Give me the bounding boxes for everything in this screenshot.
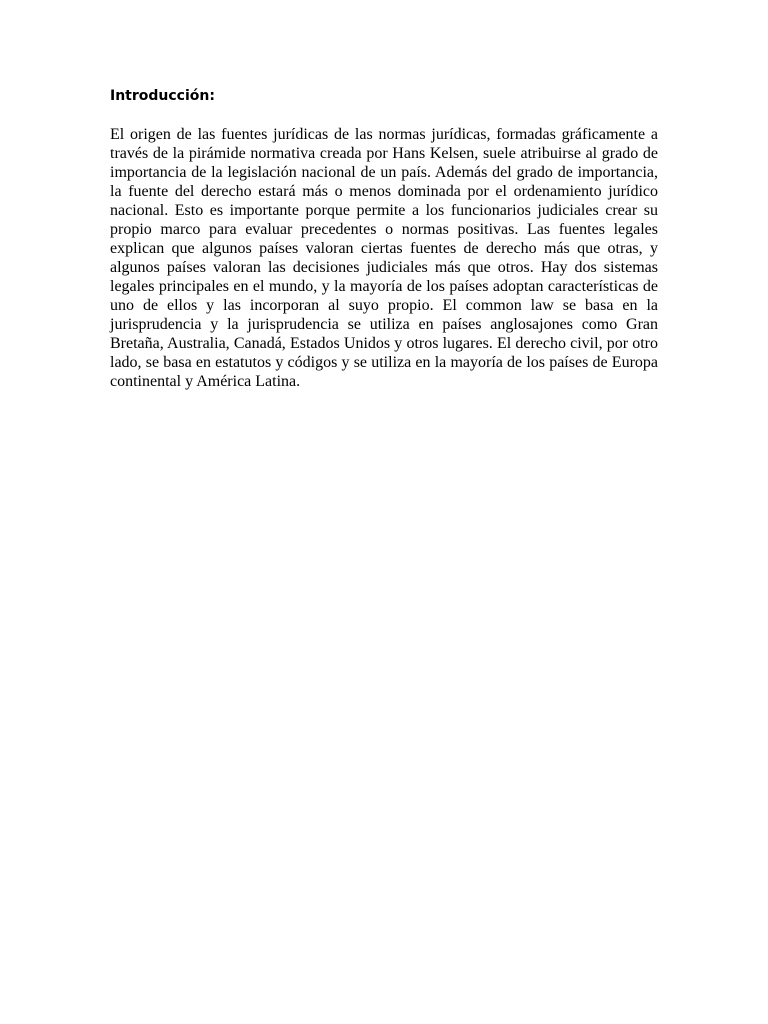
section-heading: Introducción: bbox=[110, 88, 215, 104]
introduction-paragraph: El origen de las fuentes jurídicas de las normas jurídicas, formadas gráficamente a través de la pirámide normativa creada por Hans Kelsen, suele atribuirse al grado de importancia de la legislación nacional de un país. Además del grado de importancia, la fuente del derecho estará más o menos dominada por el ordenamiento jurídico nacional. Esto es importante porque permite a los funcionarios judiciales crear su propio marco para evaluar precedentes o normas positivas. Las fuentes legales explican que algunos países valoran ciertas fuentes de derecho más que otras, y algunos países valoran las decisiones judiciales más que otros. Hay dos sistemas legales principales en el mundo, y la mayoría de los países adoptan características de uno de ellos y las incorporan al suyo propio. El common law se basa en la jurisprudencia y la jurisprudencia se utiliza en países anglosajones como Gran Bretaña, Australia, Canadá, Estados Unidos y otros lugares. El derecho civil, por otro lado, se basa en estatutos y códigos y se utiliza en la mayoría de los países de Europa continental y América Latina. bbox=[110, 126, 658, 390]
